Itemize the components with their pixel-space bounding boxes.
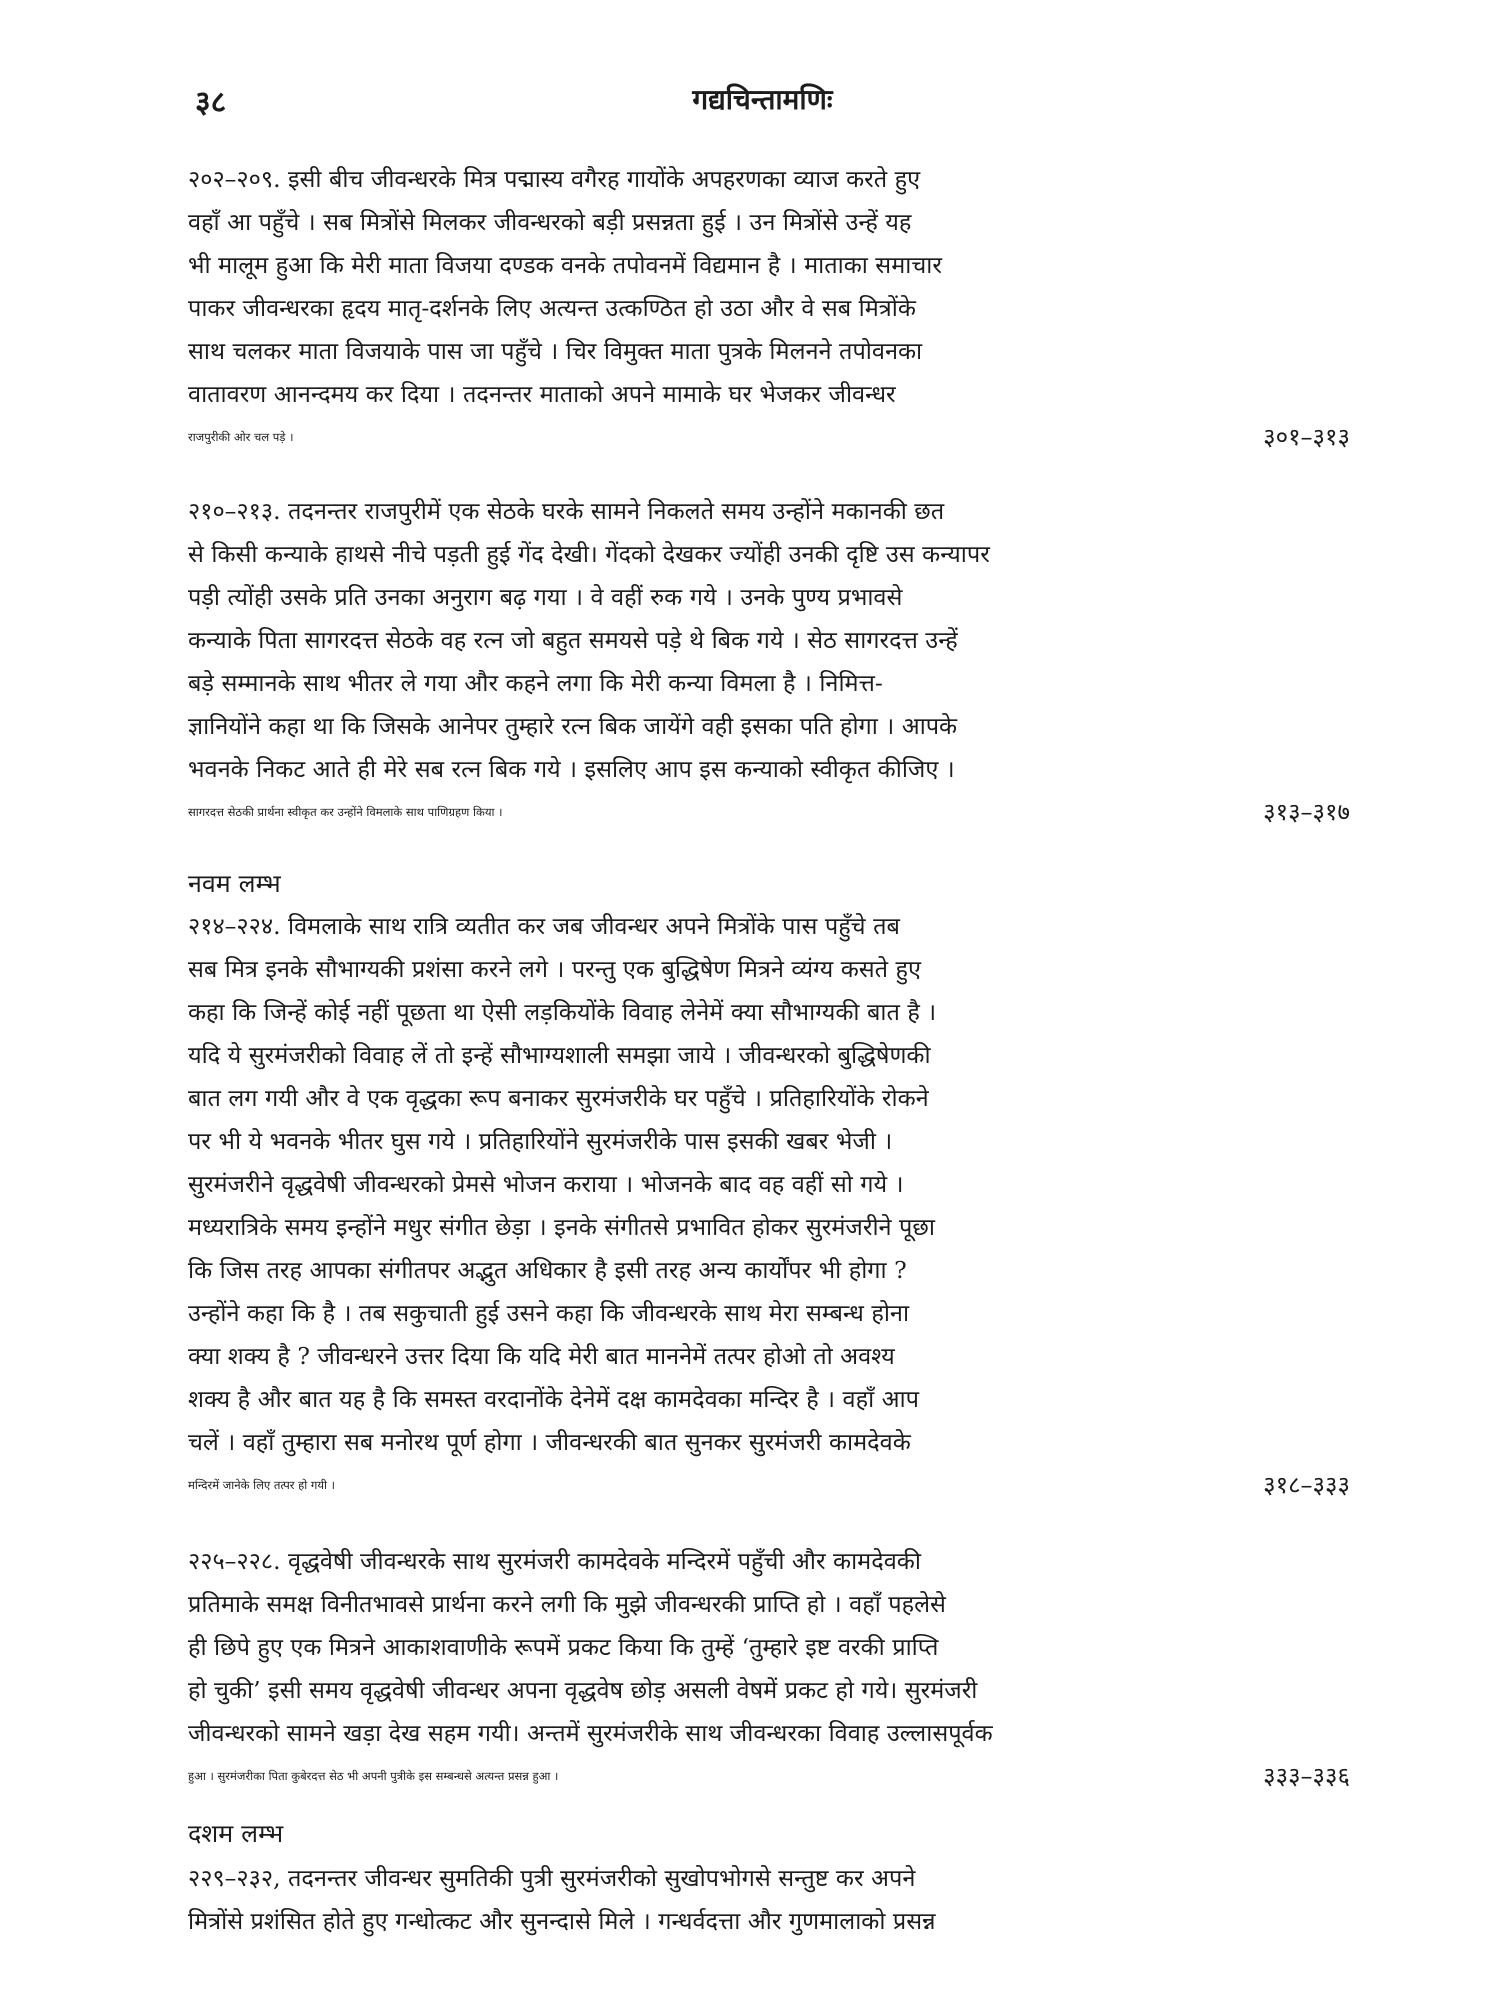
- paragraph-202-209: [188, 158, 1350, 459]
- text-line: यदि ये सुरमंजरीको विवाह लें तो इन्हें सौभाग्यशाली समझा जाये । जीवन्धरको बुद्धिषेणकी: [188, 1041, 931, 1069]
- text-line: सागरदत्त सेठकी प्रार्थना स्वीकृत कर उन्होंने विमलाके साथ पाणिग्रहण किया ।: [188, 805, 503, 819]
- verse-reference: ३०१–३१३: [1263, 423, 1350, 451]
- text-line: ज्ञानियोंने कहा था कि जिसके आनेपर तुम्हारे रत्न बिक जायेंगे वही इसका पति होगा । आपके: [188, 712, 958, 740]
- text-line: से किसी कन्याके हाथसे नीचे पड़ती हुई गेंद देखी। गेंदको देखकर ज्योंही उनकी दृष्टि उस कन्यापर: [188, 540, 990, 568]
- text-line: वातावरण आनन्दमय कर दिया । तदनन्तर माताको अपने मामाके घर भेजकर जीवन्धर: [188, 380, 896, 408]
- text-line: भी मालूम हुआ कि मेरी माता विजया दण्डक वनके तपोवनमें विद्यमान है । माताका समाचार: [188, 251, 942, 279]
- text-line: हुआ । सुरमंजरीका पिता कुबेरदत्त सेठ भी अपनी पुत्रीके इस सम्बन्धसे अत्यन्त प्रसन्न हुआ ।: [188, 1769, 559, 1783]
- section-heading-navam: नवम लम्भ: [188, 869, 281, 898]
- text-line: उन्होंने कहा कि है । तब सकुचाती हुई उसने कहा कि जीवन्धरके साथ मेरा सम्बन्ध होना: [188, 1299, 910, 1327]
- text-line: सुरमंजरीने वृद्धवेषी जीवन्धरको प्रेमसे भोजन कराया । भोजनके बाद वह वहीं सो गये ।: [188, 1170, 904, 1198]
- verse-reference: ३३३–३३६: [1263, 1762, 1350, 1790]
- text-line: पड़ी त्योंही उसके प्रति उनका अनुराग बढ़ गया । वे वहीं रुक गये । उनके पुण्य प्रभावसे: [188, 583, 903, 611]
- text-line: मन्दिरमें जानेके लिए तत्पर हो गयी ।: [188, 1478, 336, 1492]
- page-number: ३८: [195, 85, 227, 120]
- text-line: सब मित्र इनके सौभाग्यकी प्रशंसा करने लगे । परन्तु एक बुद्धिषेण मित्रने व्यंग्य कसते हुए: [188, 955, 922, 983]
- text-line: कहा कि जिन्हें कोई नहीं पूछता था ऐसी लड़कियोंके विवाह लेनेमें क्या सौभाग्यकी बात है ।: [188, 998, 937, 1026]
- text-line: पर भी ये भवनके भीतर घुस गये । प्रतिहारियोंने सुरमंजरीके पास इसकी खबर भेजी ।: [188, 1127, 893, 1155]
- paragraph-210-213: [188, 490, 1350, 834]
- text-line: २२९–२३२, तदनन्तर जीवन्धर सुमतिकी पुत्री सुरमंजरीको सुखोपभोगसे सन्तुष्ट कर अपने: [188, 1864, 916, 1892]
- text-line: मध्यरात्रिके समय इन्होंने मधुर संगीत छेड़ा । इनके संगीतसे प्रभावित होकर सुरमंजरीने पूछा: [188, 1213, 935, 1241]
- text-line: बड़े सम्मानके साथ भीतर ले गया और कहने लगा कि मेरी कन्या विमला है । निमित्त-: [188, 669, 883, 697]
- running-title: गद्यचिन्तामणिः: [692, 83, 833, 116]
- text-line: चलें । वहाँ तुम्हारा सब मनोरथ पूर्ण होगा । जीवन्धरकी बात सुनकर सुरमंजरी कामदेवके: [188, 1428, 911, 1456]
- text-line: हो चुकी’ इसी समय वृद्धवेषी जीवन्धर अपना वृद्धवेष छोड़ असली वेषमें प्रकट हो गये। सुरमंजरी: [188, 1676, 978, 1704]
- verse-reference: ३१८–३३३: [1263, 1471, 1350, 1499]
- text-line: २२५–२२८. वृद्धवेषी जीवन्धरके साथ सुरमंजरी कामदेवके मन्दिरमें पहुँची और कामदेवकी: [188, 1547, 921, 1575]
- text-line: क्या शक्य है ? जीवन्धरने उत्तर दिया कि यदि मेरी बात माननेमें तत्पर होओ तो अवश्य: [188, 1342, 895, 1370]
- text-line: ही छिपे हुए एक मित्रने आकाशवाणीके रूपमें प्रकट किया कि तुम्हें ‘तुम्हारे इष्ट वरकी प्राप्ति: [188, 1633, 939, 1661]
- text-line: राजपुरीकी ओर चल पड़े ।: [188, 430, 294, 444]
- text-line: २०२–२०९. इसी बीच जीवन्धरके मित्र पद्मास्य वगैरह गायोंके अपहरणका व्याज करते हुए: [188, 165, 921, 193]
- verse-reference: ३१३–३१७: [1263, 798, 1350, 826]
- text-line: पाकर जीवन्धरका हृदय मातृ-दर्शनके लिए अत्यन्त उत्कण्ठित हो उठा और वे सब मित्रोंके: [188, 294, 916, 322]
- text-line: प्रतिमाके समक्ष विनीतभावसे प्रार्थना करने लगी कि मुझे जीवन्धरकी प्राप्ति हो । वहाँ पहलेसे: [188, 1590, 946, 1618]
- text-line: भवनके निकट आते ही मेरे सब रत्न बिक गये । इसलिए आप इस कन्याको स्वीकृत कीजिए ।: [188, 755, 955, 783]
- text-line: शक्य है और बात यह है कि समस्त वरदानोंके देनेमें दक्ष कामदेवका मन्दिर है । वहाँ आप: [188, 1385, 919, 1413]
- text-line: २१०–२१३. तदनन्तर राजपुरीमें एक सेठके घरके सामने निकलते समय उन्होंने मकानकी छत: [188, 497, 945, 525]
- text-line: वहाँ आ पहुँचे । सब मित्रोंसे मिलकर जीवन्धरको बड़ी प्रसन्नता हुई । उन मित्रोंसे उन्हें यह: [188, 208, 912, 236]
- text-line: बात लग गयी और वे एक वृद्धका रूप बनाकर सुरमंजरीके घर पहुँचे । प्रतिहारियोंके रोकने: [188, 1084, 929, 1112]
- paragraph-229-232: [188, 1857, 1338, 1943]
- text-line: कि जिस तरह आपका संगीतपर अद्भुत अधिकार है इसी तरह अन्य कार्योंपर भी होगा ?: [188, 1256, 907, 1284]
- text-line: साथ चलकर माता विजयाके पास जा पहुँचे । चिर विमुक्त माता पुत्रके मिलनने तपोवनका: [188, 337, 923, 365]
- page-header: [195, 80, 1330, 128]
- paragraph-225-228: [188, 1540, 1350, 1798]
- text-line: कन्याके पिता सागरदत्त सेठके वह रत्न जो बहुत समयसे पड़े थे बिक गये । सेठ सागरदत्त उन्हें: [188, 626, 958, 654]
- paragraph-214-224: [188, 905, 1350, 1507]
- section-heading-dasham: दशम लम्भ: [188, 1819, 284, 1848]
- text-line: २१४–२२४. विमलाके साथ रात्रि व्यतीत कर जब जीवन्धर अपने मित्रोंके पास पहुँचे तब: [188, 912, 900, 940]
- text-line: मित्रोंसे प्रशंसित होते हुए गन्धोत्कट और सुनन्दासे मिले । गन्धर्वदत्ता और गुणमालाको प्रसन्न: [188, 1907, 936, 1935]
- text-line: जीवन्धरको सामने खड़ा देख सहम गयी। अन्तमें सुरमंजरीके साथ जीवन्धरका विवाह उल्लासपूर्वक: [188, 1719, 993, 1747]
